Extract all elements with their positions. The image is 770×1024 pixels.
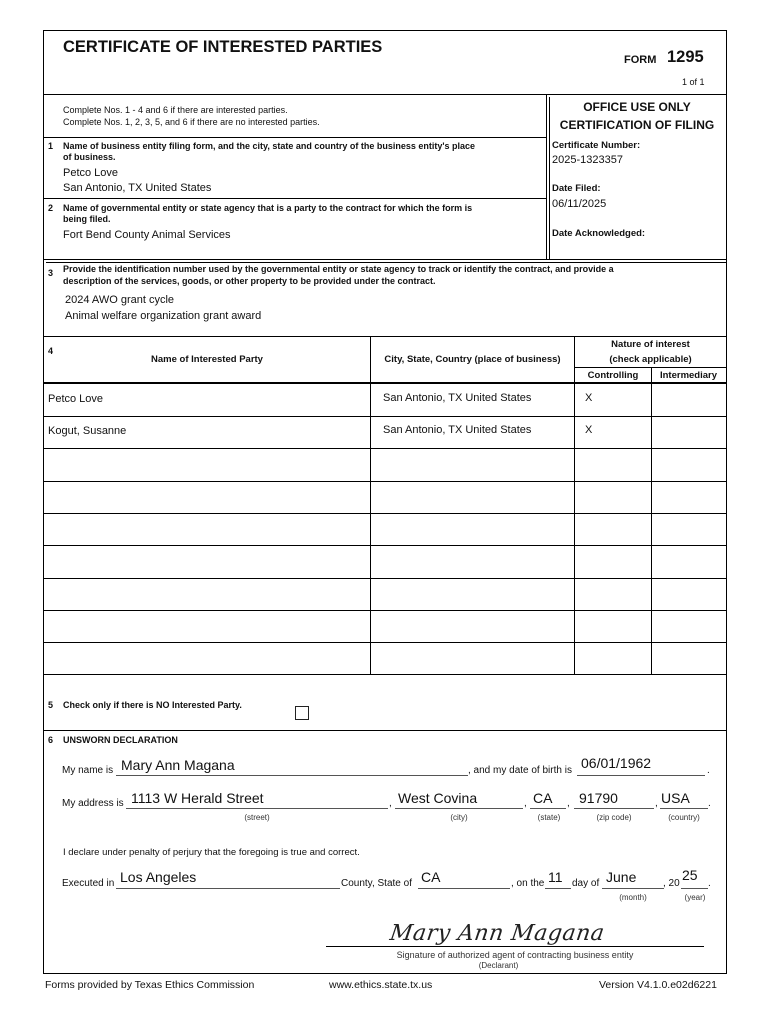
certificate-number-value: 2025-1323357 bbox=[552, 154, 623, 166]
row-line bbox=[43, 610, 727, 611]
section-4-top bbox=[43, 336, 727, 337]
year-field[interactable]: 25 bbox=[682, 867, 698, 883]
table-header-bottom bbox=[43, 382, 727, 384]
no-interested-party-checkbox[interactable] bbox=[295, 706, 309, 720]
dob-label: , and my date of birth is bbox=[468, 765, 572, 776]
day-field[interactable]: 11 bbox=[548, 869, 563, 885]
year-underline bbox=[681, 888, 708, 889]
section-3-top-inner bbox=[46, 262, 727, 263]
street-underline bbox=[126, 808, 388, 809]
row-line bbox=[43, 416, 727, 417]
zip-underline bbox=[574, 808, 654, 809]
section-2-number: 2 bbox=[48, 203, 54, 213]
day-of-label: day of bbox=[572, 878, 600, 889]
frame-top bbox=[43, 30, 727, 31]
period: . bbox=[708, 798, 711, 809]
day-underline bbox=[545, 888, 571, 889]
party-location: San Antonio, TX United States bbox=[383, 424, 532, 436]
col-header-intermediary: Intermediary bbox=[659, 370, 718, 381]
country-underline bbox=[660, 808, 708, 809]
office-box-left bbox=[546, 94, 547, 259]
section-1-top bbox=[43, 137, 547, 138]
month-field[interactable]: June bbox=[606, 869, 637, 885]
section-2-top bbox=[43, 198, 547, 199]
form-title: CERTIFICATE OF INTERESTED PARTIES bbox=[63, 38, 383, 56]
page-indicator: 1 of 1 bbox=[682, 77, 705, 87]
exec-state-underline bbox=[418, 888, 510, 889]
comma: , bbox=[389, 798, 392, 809]
row-line bbox=[43, 481, 727, 482]
section-3-label-1: Provide the identification number used by the governmental entity or state agency to track or identify the contract, and provide a bbox=[63, 264, 614, 274]
zip-caption: (zip code) bbox=[596, 813, 632, 822]
section-5-number: 5 bbox=[48, 700, 54, 710]
col-divider-1 bbox=[370, 336, 371, 674]
signature-caption-2: (Declarant) bbox=[478, 961, 519, 970]
footer-left: Forms provided by Texas Ethics Commission bbox=[45, 979, 255, 991]
section-3-value-2: Animal welfare organization grant award bbox=[65, 310, 262, 322]
row-line bbox=[43, 513, 727, 514]
year-prefix: , 20 bbox=[663, 878, 680, 889]
header-divider bbox=[43, 94, 727, 95]
declaration-statement: I declare under penalty of perjury that the foregoing is true and correct. bbox=[63, 847, 360, 858]
country-field[interactable]: USA bbox=[661, 790, 690, 806]
section-3-number: 3 bbox=[48, 268, 54, 278]
signature-caption-1: Signature of authorized agent of contracting business entity bbox=[396, 950, 634, 960]
section-1-label-1: Name of business entity filing form, and the city, state and country of the business entity's place bbox=[63, 141, 476, 151]
form-label: FORM bbox=[624, 54, 657, 66]
form-number: 1295 bbox=[667, 48, 704, 66]
county-underline bbox=[116, 888, 340, 889]
street-field[interactable]: 1113 W Herald Street bbox=[131, 790, 264, 806]
section-6-top bbox=[43, 730, 727, 731]
row-line bbox=[43, 448, 727, 449]
executed-in-label: Executed in bbox=[62, 878, 115, 889]
section-1-label-2: of business. bbox=[63, 152, 116, 162]
instruction-line-2: Complete Nos. 1, 2, 3, 5, and 6 if there are no interested parties. bbox=[63, 117, 320, 127]
state-underline bbox=[530, 808, 566, 809]
col-divider-3 bbox=[651, 367, 652, 674]
footer-version: Version V4.1.0.e02d6221 bbox=[599, 979, 717, 991]
comma: , bbox=[655, 798, 658, 809]
declarant-name-field[interactable]: Mary Ann Magana bbox=[121, 757, 235, 773]
col-divider-2 bbox=[574, 336, 575, 674]
party-controlling: X bbox=[585, 392, 593, 404]
row-line bbox=[43, 642, 727, 643]
state-caption: (state) bbox=[537, 813, 561, 822]
city-underline bbox=[395, 808, 523, 809]
section-1-value-location: San Antonio, TX United States bbox=[63, 182, 212, 194]
date-filed-value: 06/11/2025 bbox=[552, 198, 607, 210]
city-caption: (city) bbox=[450, 813, 468, 822]
col-header-controlling: Controlling bbox=[587, 370, 639, 381]
certificate-number-label: Certificate Number: bbox=[552, 140, 641, 151]
party-name: Petco Love bbox=[48, 393, 104, 405]
frame-right bbox=[726, 30, 727, 974]
declarant-signature: Mary Ann Magana bbox=[388, 921, 607, 946]
section-2-label-1: Name of governmental entity or state agency that is a party to the contract for which the form is bbox=[63, 203, 473, 213]
month-caption: (month) bbox=[619, 893, 647, 902]
section-1-number: 1 bbox=[48, 141, 54, 151]
frame-left bbox=[43, 30, 44, 974]
country-caption: (country) bbox=[668, 813, 700, 822]
section-6-label: UNSWORN DECLARATION bbox=[63, 735, 178, 745]
period: . bbox=[708, 878, 711, 889]
street-caption: (street) bbox=[244, 813, 270, 822]
section-4-number: 4 bbox=[48, 346, 54, 356]
row-line bbox=[43, 545, 727, 546]
office-title-1: OFFICE USE ONLY bbox=[583, 100, 691, 114]
instruction-line-1: Complete Nos. 1 - 4 and 6 if there are interested parties. bbox=[63, 105, 288, 115]
office-title-2: CERTIFICATION OF FILING bbox=[559, 118, 715, 132]
name-underline bbox=[116, 775, 468, 776]
section-3-value-1: 2024 AWO grant cycle bbox=[65, 294, 175, 306]
month-underline bbox=[602, 888, 664, 889]
on-the-label: , on the bbox=[511, 878, 545, 889]
name-line-end: . bbox=[707, 765, 710, 776]
col-header-nature-1: Nature of interest bbox=[611, 339, 690, 350]
section-6-number: 6 bbox=[48, 735, 54, 745]
address-label: My address is bbox=[62, 798, 124, 809]
state-field[interactable]: CA bbox=[533, 790, 553, 806]
section-3-top bbox=[43, 259, 727, 260]
zip-field[interactable]: 91790 bbox=[579, 790, 618, 806]
col-header-name: Name of Interested Party bbox=[151, 354, 263, 365]
section-2-label-2: being filed. bbox=[63, 214, 111, 224]
date-acknowledged-label: Date Acknowledged: bbox=[552, 228, 646, 239]
signature-line bbox=[326, 946, 704, 947]
execution-state-field[interactable]: CA bbox=[421, 869, 441, 885]
frame-bottom bbox=[43, 973, 727, 974]
party-controlling: X bbox=[585, 424, 593, 436]
dob-underline bbox=[577, 775, 705, 776]
date-of-birth-field[interactable]: 06/01/1962 bbox=[581, 755, 652, 771]
party-location: San Antonio, TX United States bbox=[383, 392, 532, 404]
year-caption: (year) bbox=[684, 893, 706, 902]
county-state-label: County, State of bbox=[341, 878, 412, 889]
party-name: Kogut, Susanne bbox=[48, 425, 127, 437]
footer-url[interactable]: www.ethics.state.tx.us bbox=[329, 979, 433, 991]
comma: , bbox=[524, 798, 527, 809]
section-2-value: Fort Bend County Animal Services bbox=[63, 229, 231, 241]
col-header-location: City, State, Country (place of business) bbox=[384, 354, 561, 365]
row-line bbox=[43, 578, 727, 579]
comma: , bbox=[567, 798, 570, 809]
section-1-value-name: Petco Love bbox=[63, 167, 119, 179]
date-filed-label: Date Filed: bbox=[552, 183, 601, 194]
county-field[interactable]: Los Angeles bbox=[120, 869, 197, 885]
table-bottom bbox=[43, 674, 727, 675]
col-header-nature-2: (check applicable) bbox=[609, 354, 692, 365]
section-3-label-2: description of the services, goods, or other property to be provided under the contract. bbox=[63, 276, 436, 286]
section-5-label: Check only if there is NO Interested Party. bbox=[63, 700, 242, 710]
my-name-label: My name is bbox=[62, 765, 114, 776]
city-field[interactable]: West Covina bbox=[398, 790, 478, 806]
